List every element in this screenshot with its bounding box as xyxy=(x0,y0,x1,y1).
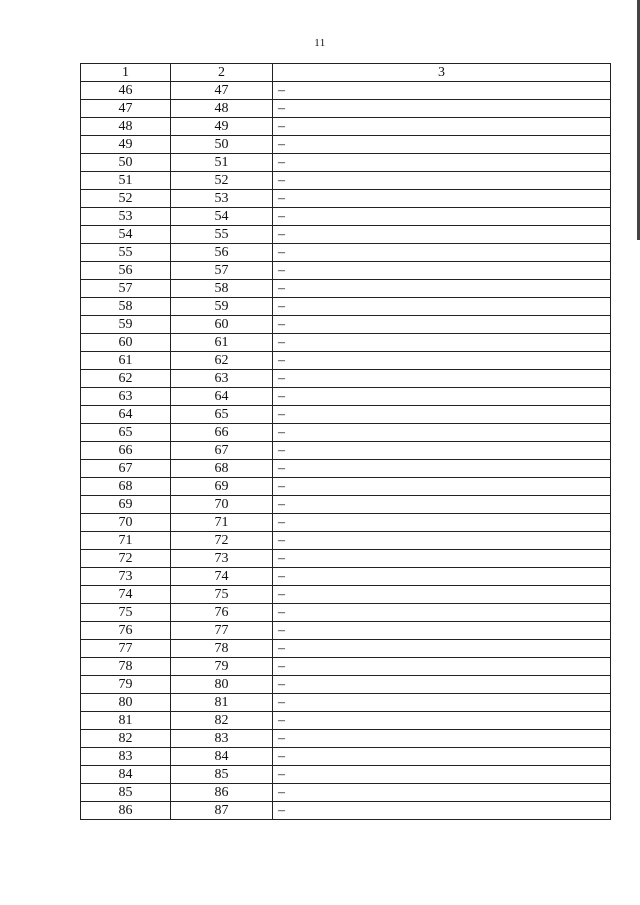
cell-col-1: 48 xyxy=(81,118,171,136)
cell-col-3: – xyxy=(273,154,611,172)
cell-col-1: 54 xyxy=(81,226,171,244)
cell-col-3: – xyxy=(273,622,611,640)
table-row xyxy=(81,784,611,802)
table-row xyxy=(81,514,611,532)
column-header-1: 1 xyxy=(81,64,171,82)
cell-col-2: 84 xyxy=(171,748,273,766)
cell-col-1: 84 xyxy=(81,766,171,784)
cell-col-3: – xyxy=(273,316,611,334)
cell-col-2: 60 xyxy=(171,316,273,334)
cell-col-2: 56 xyxy=(171,244,273,262)
cell-col-1: 78 xyxy=(81,658,171,676)
cell-col-3: – xyxy=(273,370,611,388)
table-row xyxy=(81,172,611,190)
cell-col-3: – xyxy=(273,298,611,316)
cell-col-3: – xyxy=(273,280,611,298)
cell-col-1: 70 xyxy=(81,514,171,532)
cell-col-2: 68 xyxy=(171,460,273,478)
cell-col-3: – xyxy=(273,262,611,280)
cell-col-1: 53 xyxy=(81,208,171,226)
table-row xyxy=(81,478,611,496)
table-row xyxy=(81,424,611,442)
cell-col-3: – xyxy=(273,208,611,226)
cell-col-2: 62 xyxy=(171,352,273,370)
table-row xyxy=(81,712,611,730)
cell-col-2: 74 xyxy=(171,568,273,586)
cell-col-2: 63 xyxy=(171,370,273,388)
cell-col-3: – xyxy=(273,478,611,496)
table-row xyxy=(81,550,611,568)
cell-col-1: 82 xyxy=(81,730,171,748)
table-row xyxy=(81,730,611,748)
cell-col-3: – xyxy=(273,460,611,478)
cell-col-1: 73 xyxy=(81,568,171,586)
table-row xyxy=(81,352,611,370)
table-row xyxy=(81,748,611,766)
cell-col-1: 60 xyxy=(81,334,171,352)
cell-col-2: 69 xyxy=(171,478,273,496)
table-header-row xyxy=(81,64,611,82)
table-row xyxy=(81,406,611,424)
table-row xyxy=(81,496,611,514)
cell-col-2: 53 xyxy=(171,190,273,208)
cell-col-1: 59 xyxy=(81,316,171,334)
cell-col-2: 72 xyxy=(171,532,273,550)
column-header-3: 3 xyxy=(273,64,611,82)
table-row xyxy=(81,568,611,586)
cell-col-2: 47 xyxy=(171,82,273,100)
cell-col-1: 61 xyxy=(81,352,171,370)
table-row xyxy=(81,766,611,784)
cell-col-2: 83 xyxy=(171,730,273,748)
cell-col-3: – xyxy=(273,694,611,712)
table-row xyxy=(81,298,611,316)
cell-col-1: 64 xyxy=(81,406,171,424)
cell-col-2: 73 xyxy=(171,550,273,568)
cell-col-3: – xyxy=(273,334,611,352)
data-table xyxy=(80,63,611,820)
cell-col-3: – xyxy=(273,730,611,748)
cell-col-3: – xyxy=(273,406,611,424)
cell-col-3: – xyxy=(273,532,611,550)
cell-col-3: – xyxy=(273,604,611,622)
cell-col-2: 64 xyxy=(171,388,273,406)
table-row xyxy=(81,316,611,334)
cell-col-1: 63 xyxy=(81,388,171,406)
cell-col-2: 66 xyxy=(171,424,273,442)
table-row xyxy=(81,658,611,676)
table-row xyxy=(81,208,611,226)
cell-col-1: 69 xyxy=(81,496,171,514)
cell-col-3: – xyxy=(273,712,611,730)
table-row xyxy=(81,82,611,100)
cell-col-2: 86 xyxy=(171,784,273,802)
cell-col-2: 78 xyxy=(171,640,273,658)
cell-col-1: 67 xyxy=(81,460,171,478)
cell-col-1: 50 xyxy=(81,154,171,172)
table-row xyxy=(81,244,611,262)
table-row xyxy=(81,604,611,622)
table-row xyxy=(81,532,611,550)
table-row xyxy=(81,388,611,406)
cell-col-3: – xyxy=(273,550,611,568)
cell-col-1: 56 xyxy=(81,262,171,280)
cell-col-1: 81 xyxy=(81,712,171,730)
table-row xyxy=(81,586,611,604)
cell-col-1: 74 xyxy=(81,586,171,604)
cell-col-1: 72 xyxy=(81,550,171,568)
cell-col-1: 58 xyxy=(81,298,171,316)
cell-col-2: 70 xyxy=(171,496,273,514)
cell-col-2: 80 xyxy=(171,676,273,694)
cell-col-3: – xyxy=(273,802,611,820)
cell-col-1: 66 xyxy=(81,442,171,460)
table-row xyxy=(81,622,611,640)
cell-col-1: 46 xyxy=(81,82,171,100)
cell-col-2: 49 xyxy=(171,118,273,136)
cell-col-3: – xyxy=(273,586,611,604)
cell-col-3: – xyxy=(273,784,611,802)
cell-col-1: 80 xyxy=(81,694,171,712)
cell-col-3: – xyxy=(273,244,611,262)
cell-col-1: 49 xyxy=(81,136,171,154)
cell-col-2: 85 xyxy=(171,766,273,784)
cell-col-3: – xyxy=(273,496,611,514)
cell-col-1: 77 xyxy=(81,640,171,658)
cell-col-2: 75 xyxy=(171,586,273,604)
cell-col-2: 71 xyxy=(171,514,273,532)
cell-col-1: 86 xyxy=(81,802,171,820)
cell-col-3: – xyxy=(273,190,611,208)
cell-col-3: – xyxy=(273,424,611,442)
page-number: 11 xyxy=(314,37,326,49)
cell-col-1: 83 xyxy=(81,748,171,766)
cell-col-3: – xyxy=(273,118,611,136)
cell-col-1: 55 xyxy=(81,244,171,262)
cell-col-1: 71 xyxy=(81,532,171,550)
cell-col-3: – xyxy=(273,388,611,406)
cell-col-1: 68 xyxy=(81,478,171,496)
cell-col-3: – xyxy=(273,658,611,676)
cell-col-2: 51 xyxy=(171,154,273,172)
cell-col-1: 65 xyxy=(81,424,171,442)
cell-col-1: 79 xyxy=(81,676,171,694)
cell-col-3: – xyxy=(273,136,611,154)
cell-col-3: – xyxy=(273,514,611,532)
table-row xyxy=(81,280,611,298)
table-row xyxy=(81,442,611,460)
cell-col-2: 77 xyxy=(171,622,273,640)
table-row xyxy=(81,802,611,820)
cell-col-2: 82 xyxy=(171,712,273,730)
table-row xyxy=(81,262,611,280)
table-row xyxy=(81,370,611,388)
cell-col-2: 79 xyxy=(171,658,273,676)
cell-col-3: – xyxy=(273,766,611,784)
cell-col-3: – xyxy=(273,352,611,370)
table-row xyxy=(81,100,611,118)
table-row xyxy=(81,190,611,208)
cell-col-1: 62 xyxy=(81,370,171,388)
cell-col-3: – xyxy=(273,226,611,244)
cell-col-1: 75 xyxy=(81,604,171,622)
table-row xyxy=(81,118,611,136)
cell-col-2: 61 xyxy=(171,334,273,352)
cell-col-2: 55 xyxy=(171,226,273,244)
table-row xyxy=(81,226,611,244)
cell-col-3: – xyxy=(273,82,611,100)
cell-col-3: – xyxy=(273,100,611,118)
cell-col-2: 76 xyxy=(171,604,273,622)
cell-col-3: – xyxy=(273,676,611,694)
cell-col-2: 54 xyxy=(171,208,273,226)
cell-col-3: – xyxy=(273,568,611,586)
cell-col-2: 81 xyxy=(171,694,273,712)
cell-col-1: 51 xyxy=(81,172,171,190)
cell-col-3: – xyxy=(273,748,611,766)
cell-col-2: 59 xyxy=(171,298,273,316)
cell-col-2: 67 xyxy=(171,442,273,460)
cell-col-3: – xyxy=(273,442,611,460)
cell-col-2: 50 xyxy=(171,136,273,154)
cell-col-2: 52 xyxy=(171,172,273,190)
cell-col-2: 48 xyxy=(171,100,273,118)
table-row xyxy=(81,676,611,694)
table-body xyxy=(81,82,611,820)
cell-col-1: 47 xyxy=(81,100,171,118)
cell-col-3: – xyxy=(273,172,611,190)
cell-col-1: 52 xyxy=(81,190,171,208)
cell-col-3: – xyxy=(273,640,611,658)
cell-col-1: 76 xyxy=(81,622,171,640)
table-row xyxy=(81,460,611,478)
table-row xyxy=(81,334,611,352)
table-row xyxy=(81,154,611,172)
table-row xyxy=(81,136,611,154)
cell-col-2: 65 xyxy=(171,406,273,424)
cell-col-1: 85 xyxy=(81,784,171,802)
table-row xyxy=(81,694,611,712)
cell-col-2: 57 xyxy=(171,262,273,280)
cell-col-1: 57 xyxy=(81,280,171,298)
cell-col-2: 58 xyxy=(171,280,273,298)
cell-col-2: 87 xyxy=(171,802,273,820)
table-row xyxy=(81,640,611,658)
column-header-2: 2 xyxy=(171,64,273,82)
